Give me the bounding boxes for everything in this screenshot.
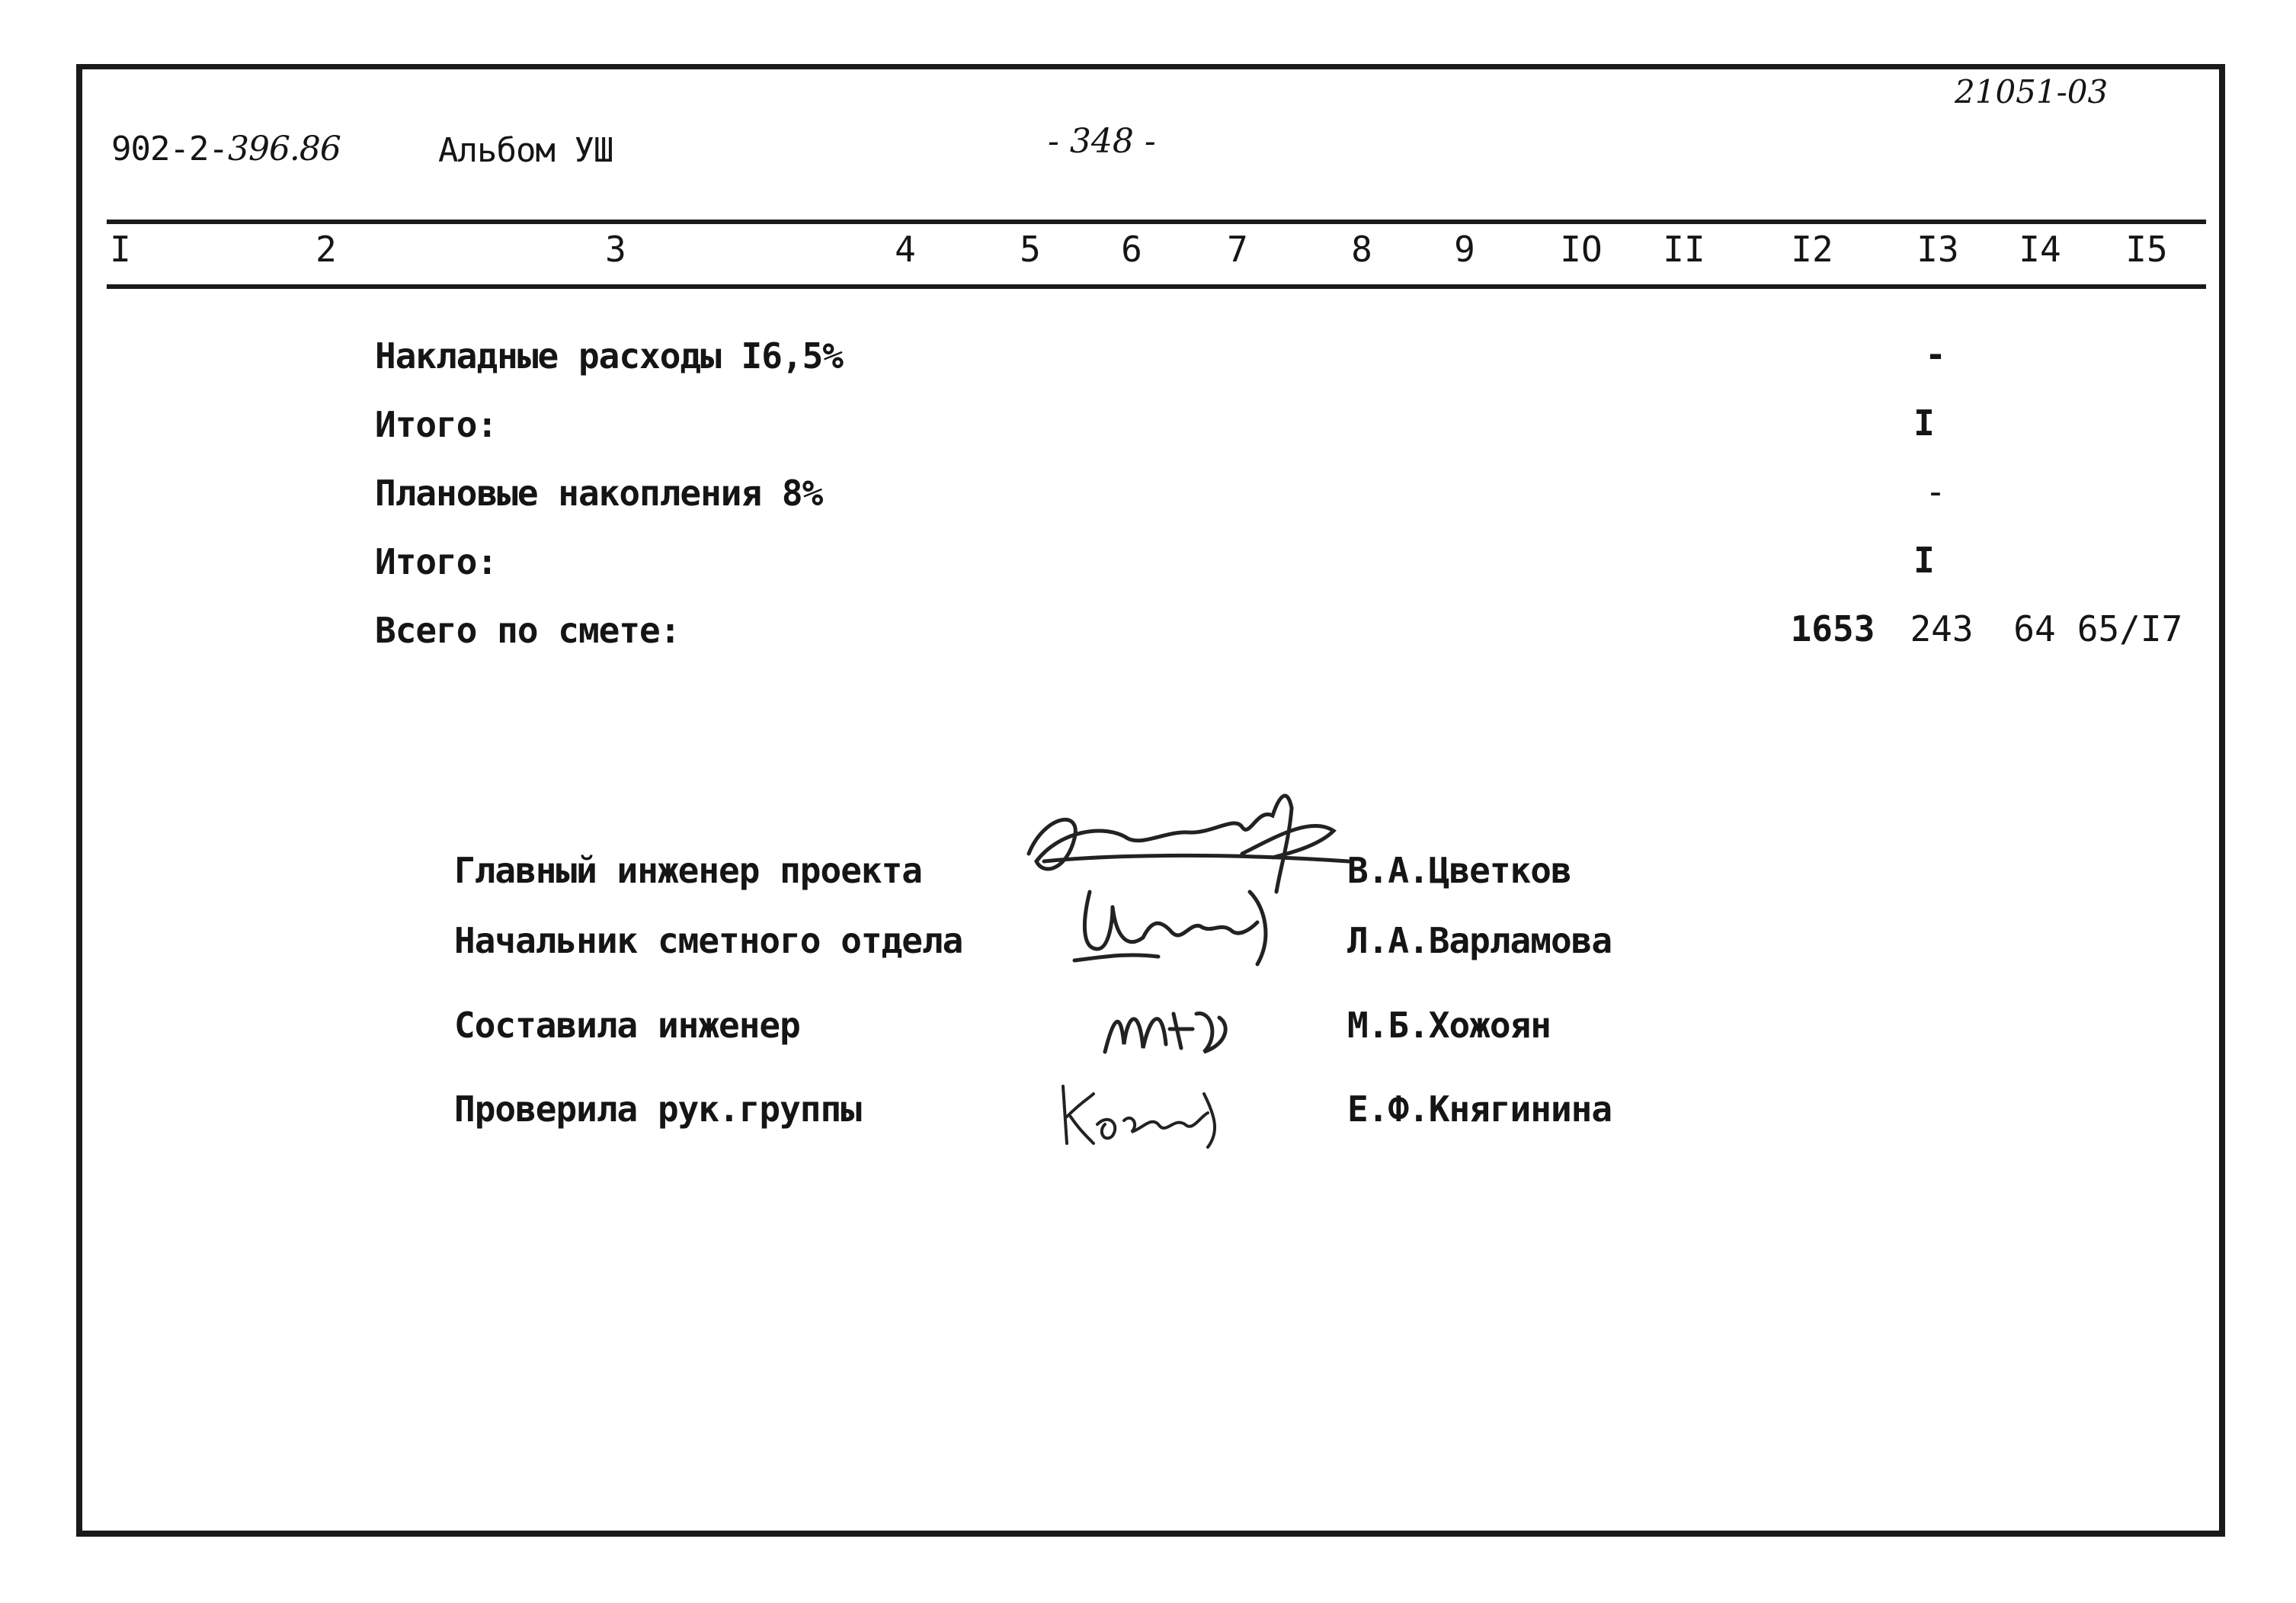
column-number-14: I4	[2019, 229, 2061, 270]
column-number-11: II	[1663, 229, 1705, 270]
column-number-12: I2	[1791, 229, 1833, 270]
row-subtotal-1-col13: I	[1913, 402, 1935, 444]
column-number-7: 7	[1227, 229, 1248, 270]
column-number-10: IO	[1560, 229, 1603, 270]
signature-name-group-lead: Е.Ф.Княгинина	[1347, 1088, 1612, 1130]
document-code	[111, 130, 341, 168]
row-label-planned-savings: Плановые накопления 8%	[375, 473, 823, 514]
album-label: Альбом УШ	[438, 131, 613, 170]
column-number-15: I5	[2125, 229, 2168, 270]
signature-mark-compiler	[1097, 991, 1250, 1067]
row-grand-total-col12: 1653	[1790, 608, 1875, 649]
document-code-printed: 902-2-	[111, 130, 228, 168]
header-bottom-rule	[107, 284, 2206, 289]
column-number-5: 5	[1020, 229, 1041, 270]
signature-name-chief-engineer: В.А.Цветков	[1347, 850, 1571, 891]
row-label-overhead: Накладные расходы I6,5%	[375, 335, 843, 377]
column-number-3: 3	[605, 229, 626, 270]
signature-role-compiler: Составила инженер	[454, 1005, 800, 1046]
row-subtotal-2-col13: I	[1913, 540, 1935, 581]
column-number-9: 9	[1454, 229, 1475, 270]
row-overhead-col13: -	[1925, 334, 1946, 375]
header-top-rule	[107, 220, 2206, 224]
signature-mark-group-lead	[1052, 1071, 1234, 1155]
column-number-4: 4	[895, 229, 916, 270]
column-number-1: I	[110, 229, 131, 270]
column-number-2: 2	[315, 229, 337, 270]
signature-name-compiler: М.Б.Хожоян	[1347, 1005, 1551, 1046]
document-number: 21051-03	[1955, 73, 2109, 111]
row-label-grand-total: Всего по смете:	[375, 610, 680, 651]
signature-role-estimate-head: Начальник сметного отдела	[454, 920, 963, 961]
page-number: - 348 -	[1048, 122, 1156, 161]
signature-role-group-lead: Проверила рук.группы	[454, 1088, 861, 1130]
row-label-subtotal-1: Итого:	[375, 404, 498, 445]
row-planned-savings-col13: -	[1925, 471, 1946, 512]
signature-name-estimate-head: Л.А.Варламова	[1347, 920, 1612, 961]
column-number-13: I3	[1917, 229, 1959, 270]
row-grand-total-col15: 65/I7	[2077, 608, 2183, 649]
row-label-subtotal-2: Итого:	[375, 541, 498, 582]
document-code-handwritten: 396.86	[227, 130, 341, 168]
column-number-8: 8	[1351, 229, 1372, 270]
signature-role-chief-engineer: Главный инженер проекта	[454, 850, 922, 891]
column-number-6: 6	[1121, 229, 1142, 270]
row-grand-total-col13: 243	[1910, 608, 1974, 649]
row-grand-total-col14: 64	[2013, 608, 2056, 649]
signature-mark-estimate-head	[1067, 877, 1295, 976]
